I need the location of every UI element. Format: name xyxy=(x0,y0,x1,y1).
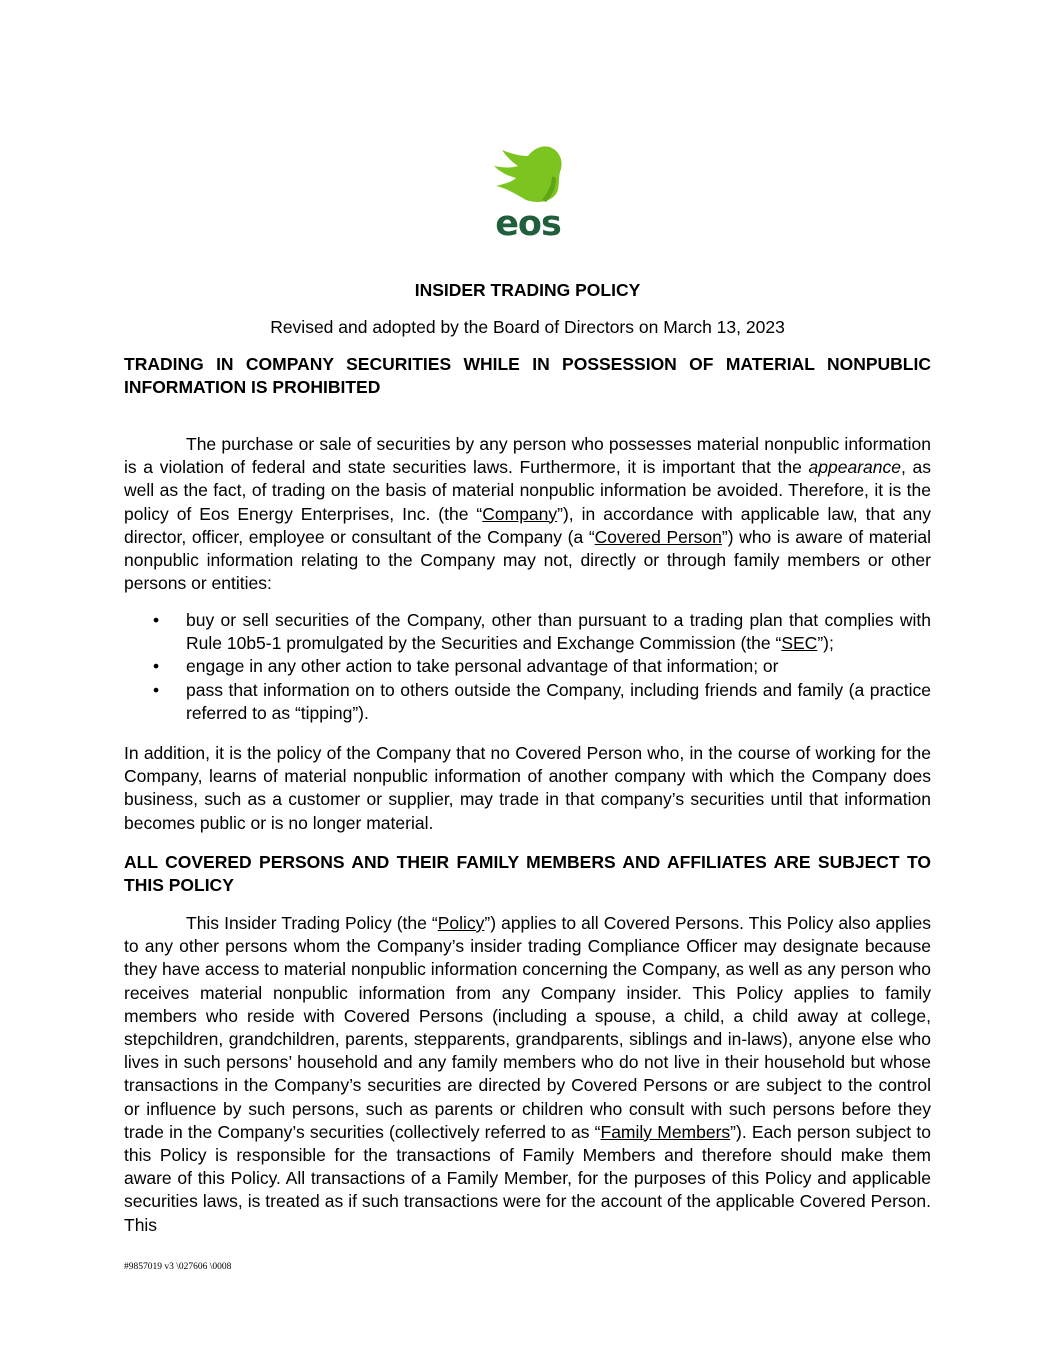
defined-term-company: Company xyxy=(482,503,558,524)
bullet-icon: • xyxy=(153,610,160,630)
prohibited-actions-list xyxy=(124,609,931,725)
bullet-icon: • xyxy=(153,679,160,700)
defined-term-policy: Policy xyxy=(437,913,485,933)
document-subtitle: Revised and adopted by the Board of Directors on March 13, 2023 xyxy=(270,317,785,337)
defined-term-sec: SEC xyxy=(781,633,818,654)
section-2-heading: ALL COVERED PERSONS AND THEIR FAMILY MEMBERS AND AFFILIATES ARE SUBJECT TO THIS POLICY xyxy=(124,852,931,895)
list-item: • buy or sell securities of the Company, other than pursuant to a trading plan that complies with Rule 10b5-1 promulgated by the Securities and Exchange Commission (the “SEC”); xyxy=(153,610,931,654)
eos-leaf-icon xyxy=(486,142,570,240)
document-footer-id: #9857019 v3 \027606 \0008 xyxy=(124,1262,232,1272)
section-2-paragraph-1: This Insider Trading Policy (the “Policy”) applies to all Covered Persons. This Policy also applies to any other persons whom the Company’s insider trading Compliance Officer may designate because they have access to material nonpublic information concerning the Company, as well as any person who receives material nonpublic information from any Company insider. This Policy applies to family members who reside with Covered Persons (including a spouse, a child, a child away at college, stepchildren, grandchildren, parents, stepparents, grandparents, siblings and in-laws), anyone else who lives in such persons’ household and any family members who do not live in their household but whose transactions in the Company’s securities are directed by Covered Persons or are subject to the control or influence by such persons, such as parents or children who consult with such persons before they trade in the Company’s securities (collectively referred to as “Family Members”). Each person subject to this Policy is responsible for the transactions of Family Members and therefore should make them aware of this Policy. All transactions of a Family Member, for the purposes of this Policy and applicable securities laws, is treated as if such transactions were for the account of the applicable Covered Person. This xyxy=(124,913,931,1235)
defined-term-covered-person: Covered Person xyxy=(594,526,722,547)
logo-wordmark: eos xyxy=(495,204,561,240)
eos-logo xyxy=(486,142,570,240)
document-title: INSIDER TRADING POLICY xyxy=(414,280,641,300)
list-item: • pass that information on to others outside the Company, including friends and family (a practice referred to as “tipping”). xyxy=(153,679,931,723)
bullet-icon: • xyxy=(153,656,160,677)
section-1-paragraph-1: The purchase or sale of securities by any person who possesses material nonpublic information is a violation of federal and state securities laws. Furthermore, it is important that the appearance, as well as the fact, of trading on the basis of material nonpublic information be avoided. Therefore, it is the policy of Eos Energy Enterprises, Inc. (the “Company”), in accordance with applicable law, that any director, officer, employee or consultant of the Company (a “Covered Person”) who is aware of material nonpublic information relating to the Company may not, directly or through family members or other persons or entities: xyxy=(124,434,931,594)
section-1-heading: TRADING IN COMPANY SECURITIES WHILE IN POSSESSION OF MATERIAL NONPUBLIC INFORMATION IS PROHIBITED xyxy=(124,354,931,397)
defined-term-family-members: Family Members xyxy=(600,1121,731,1142)
list-item: • engage in any other action to take personal advantage of that information; or xyxy=(124,655,931,678)
section-1-paragraph-2: In addition, it is the policy of the Company that no Covered Person who, in the course of working for the Company, learns of material nonpublic information of another company with which the Company does business, such as a customer or supplier, may trade in that company’s securities until that information becomes public or is no longer material. xyxy=(124,743,931,833)
